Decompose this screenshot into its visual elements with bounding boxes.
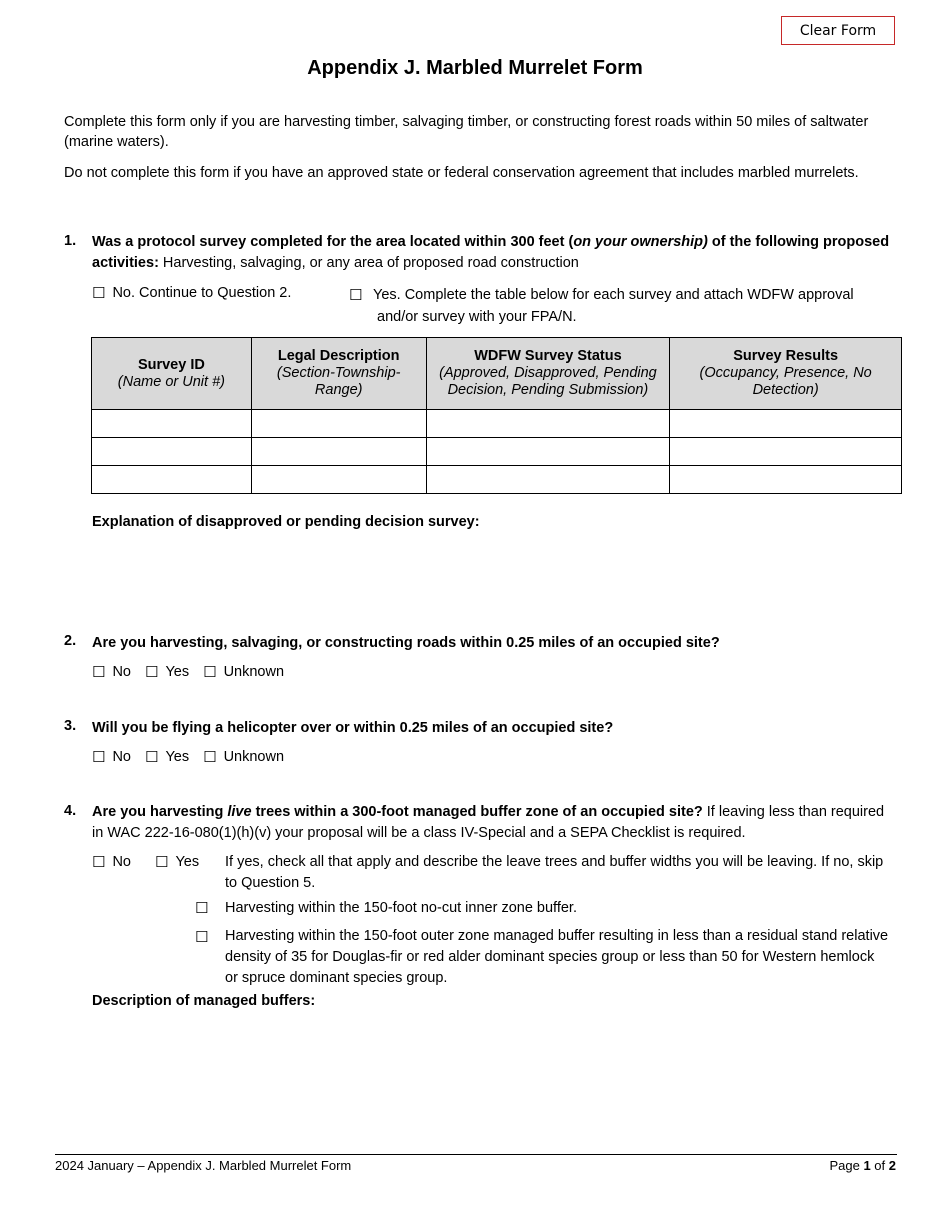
q4-bold-italic: live xyxy=(227,804,252,820)
intro-paragraph-1: Complete this form only if you are harvesting timber, salvaging timber, or constructing forest roads within 50 miles of saltwater (marine waters). xyxy=(64,114,869,150)
q3-unknown-label: Unknown xyxy=(223,749,285,765)
explanation-label: Explanation of disapproved or pending decision survey: xyxy=(92,514,480,530)
q4-bold-a: Are you harvesting xyxy=(92,804,228,820)
explanation-field[interactable] xyxy=(92,536,892,616)
q4-sub2-checkbox-wrap xyxy=(195,928,208,946)
header-wdfw-status: WDFW Survey Status (Approved, Disapproved, Pending Decision, Pending Submission) xyxy=(426,338,670,410)
q3-yes-label: Yes xyxy=(165,749,190,765)
description-label: Description of managed buffers: xyxy=(92,993,316,1009)
footer-page-number xyxy=(829,1158,896,1173)
q2-unknown-label: Unknown xyxy=(223,664,285,680)
q1-no-label: No. Continue to Question 2. xyxy=(112,285,292,301)
q1-bold-b: of the following proposed activities: xyxy=(92,234,890,271)
q3-text: Will you be flying a helicopter over or within 0.25 miles of an occupied site? xyxy=(92,720,614,736)
table-row xyxy=(92,410,902,438)
q4-sub2-checkbox[interactable]: ☐ xyxy=(195,928,209,946)
q2-yes-checkbox[interactable]: ☐ xyxy=(145,663,159,681)
q4-yes-label: Yes xyxy=(175,854,200,870)
table-row xyxy=(92,438,902,466)
q2-text: Are you harvesting, salvaging, or constructing roads within 0.25 miles of an occupied site? xyxy=(92,635,720,651)
table-cell-input[interactable] xyxy=(92,410,252,438)
q4-if-yes-instructions: If yes, check all that apply and describe the leave trees and buffer widths you will be leaving. If no, skip to Question 5. xyxy=(225,854,884,891)
q2-option-unknown xyxy=(203,663,284,681)
q2-yes-label: Yes xyxy=(165,664,190,680)
q1-no-checkbox[interactable]: ☐ xyxy=(92,284,106,302)
q4-sub1-label: Harvesting within the 150-foot no-cut inner zone buffer. xyxy=(225,900,577,916)
q2-no-label: No xyxy=(112,664,131,680)
q4-normal: If leaving less than required in WAC 222-16-080(1)(h)(v) your proposal will be a class IV-Special and a SEPA Checklist is required. xyxy=(92,804,885,841)
footer-divider xyxy=(55,1154,897,1155)
clear-form-button[interactable]: Clear Form xyxy=(781,16,895,45)
intro-paragraph-2: Do not complete this form if you have an approved state or federal conservation agreement that includes marbled murrelets. xyxy=(64,165,859,181)
survey-table xyxy=(91,337,902,494)
q2-option-yes xyxy=(145,663,189,681)
q1-normal: Harvesting, salvaging, or any area of proposed road construction xyxy=(158,255,579,271)
q4-sub1-checkbox[interactable]: ☐ xyxy=(195,899,209,917)
q4-sub2-label: Harvesting within the 150-foot outer zone managed buffer resulting in less than a residual stand relative density of 35 for Douglas-fir or red alder dominant species group or less than 50 for Western hemlock or spruce dominant species group. xyxy=(225,928,889,986)
table-row xyxy=(92,466,902,494)
table-cell-input[interactable] xyxy=(251,410,426,438)
q3-number: 3. xyxy=(64,718,77,734)
table-cell-input[interactable] xyxy=(251,466,426,494)
table-cell-input[interactable] xyxy=(670,438,902,466)
table-cell-input[interactable] xyxy=(426,410,670,438)
q1-number: 1. xyxy=(64,233,77,249)
q1-yes-label: Yes. Complete the table below for each survey and attach WDFW approval and/or survey with your FPA/N. xyxy=(373,287,854,325)
description-field[interactable] xyxy=(92,1016,892,1136)
footer-of-label: of xyxy=(870,1158,889,1173)
header-survey-id: Survey ID (Name or Unit #) xyxy=(92,338,252,410)
q4-no-label: No xyxy=(112,854,131,870)
q2-options xyxy=(92,663,284,681)
footer-page-label: Page xyxy=(829,1158,864,1173)
footer-page-current: 1 xyxy=(863,1158,871,1173)
q1-option-yes xyxy=(349,284,894,328)
q4-yes-checkbox[interactable]: ☐ xyxy=(155,853,169,871)
table-cell-input[interactable] xyxy=(670,410,902,438)
table-cell-input[interactable] xyxy=(426,438,670,466)
q2-no-checkbox[interactable]: ☐ xyxy=(92,663,106,681)
q1-bold-a: Was a protocol survey completed for the area located within 300 feet ( xyxy=(92,234,574,250)
q3-unknown-checkbox[interactable]: ☐ xyxy=(203,748,217,766)
q4-text xyxy=(92,802,892,844)
table-cell-input[interactable] xyxy=(92,466,252,494)
header-survey-results: Survey Results (Occupancy, Presence, No Detection) xyxy=(670,338,902,410)
q3-option-unknown xyxy=(203,748,284,766)
page-title: Appendix J. Marbled Murrelet Form xyxy=(307,57,643,79)
table-cell-input[interactable] xyxy=(251,438,426,466)
q4-option-yes xyxy=(155,853,199,871)
q3-no-checkbox[interactable]: ☐ xyxy=(92,748,106,766)
q1-yes-checkbox[interactable]: ☐ xyxy=(349,286,363,304)
footer-form-name: 2024 January – Appendix J. Marbled Murrelet Form xyxy=(55,1158,352,1173)
q2-unknown-checkbox[interactable]: ☐ xyxy=(203,663,217,681)
table-cell-input[interactable] xyxy=(426,466,670,494)
footer-page-total: 2 xyxy=(888,1158,896,1173)
q1-option-no xyxy=(92,284,291,302)
q1-bold-italic: on your ownership) xyxy=(573,234,708,250)
q3-option-no xyxy=(92,748,131,766)
q2-number: 2. xyxy=(64,633,77,649)
q3-option-yes xyxy=(145,748,189,766)
q4-option-no xyxy=(92,853,131,871)
table-cell-input[interactable] xyxy=(670,466,902,494)
header-legal-description: Legal Description (Section-Township-Range) xyxy=(251,338,426,410)
q4-bold-b: trees within a 300-foot managed buffer zone of an occupied site? xyxy=(251,804,703,820)
q3-no-label: No xyxy=(112,749,131,765)
q4-no-checkbox[interactable]: ☐ xyxy=(92,853,106,871)
q3-options xyxy=(92,748,284,766)
q4-sub1-checkbox-wrap xyxy=(195,899,208,917)
q1-text xyxy=(92,232,892,274)
table-cell-input[interactable] xyxy=(92,438,252,466)
q4-number: 4. xyxy=(64,803,77,819)
q2-option-no xyxy=(92,663,131,681)
q3-yes-checkbox[interactable]: ☐ xyxy=(145,748,159,766)
